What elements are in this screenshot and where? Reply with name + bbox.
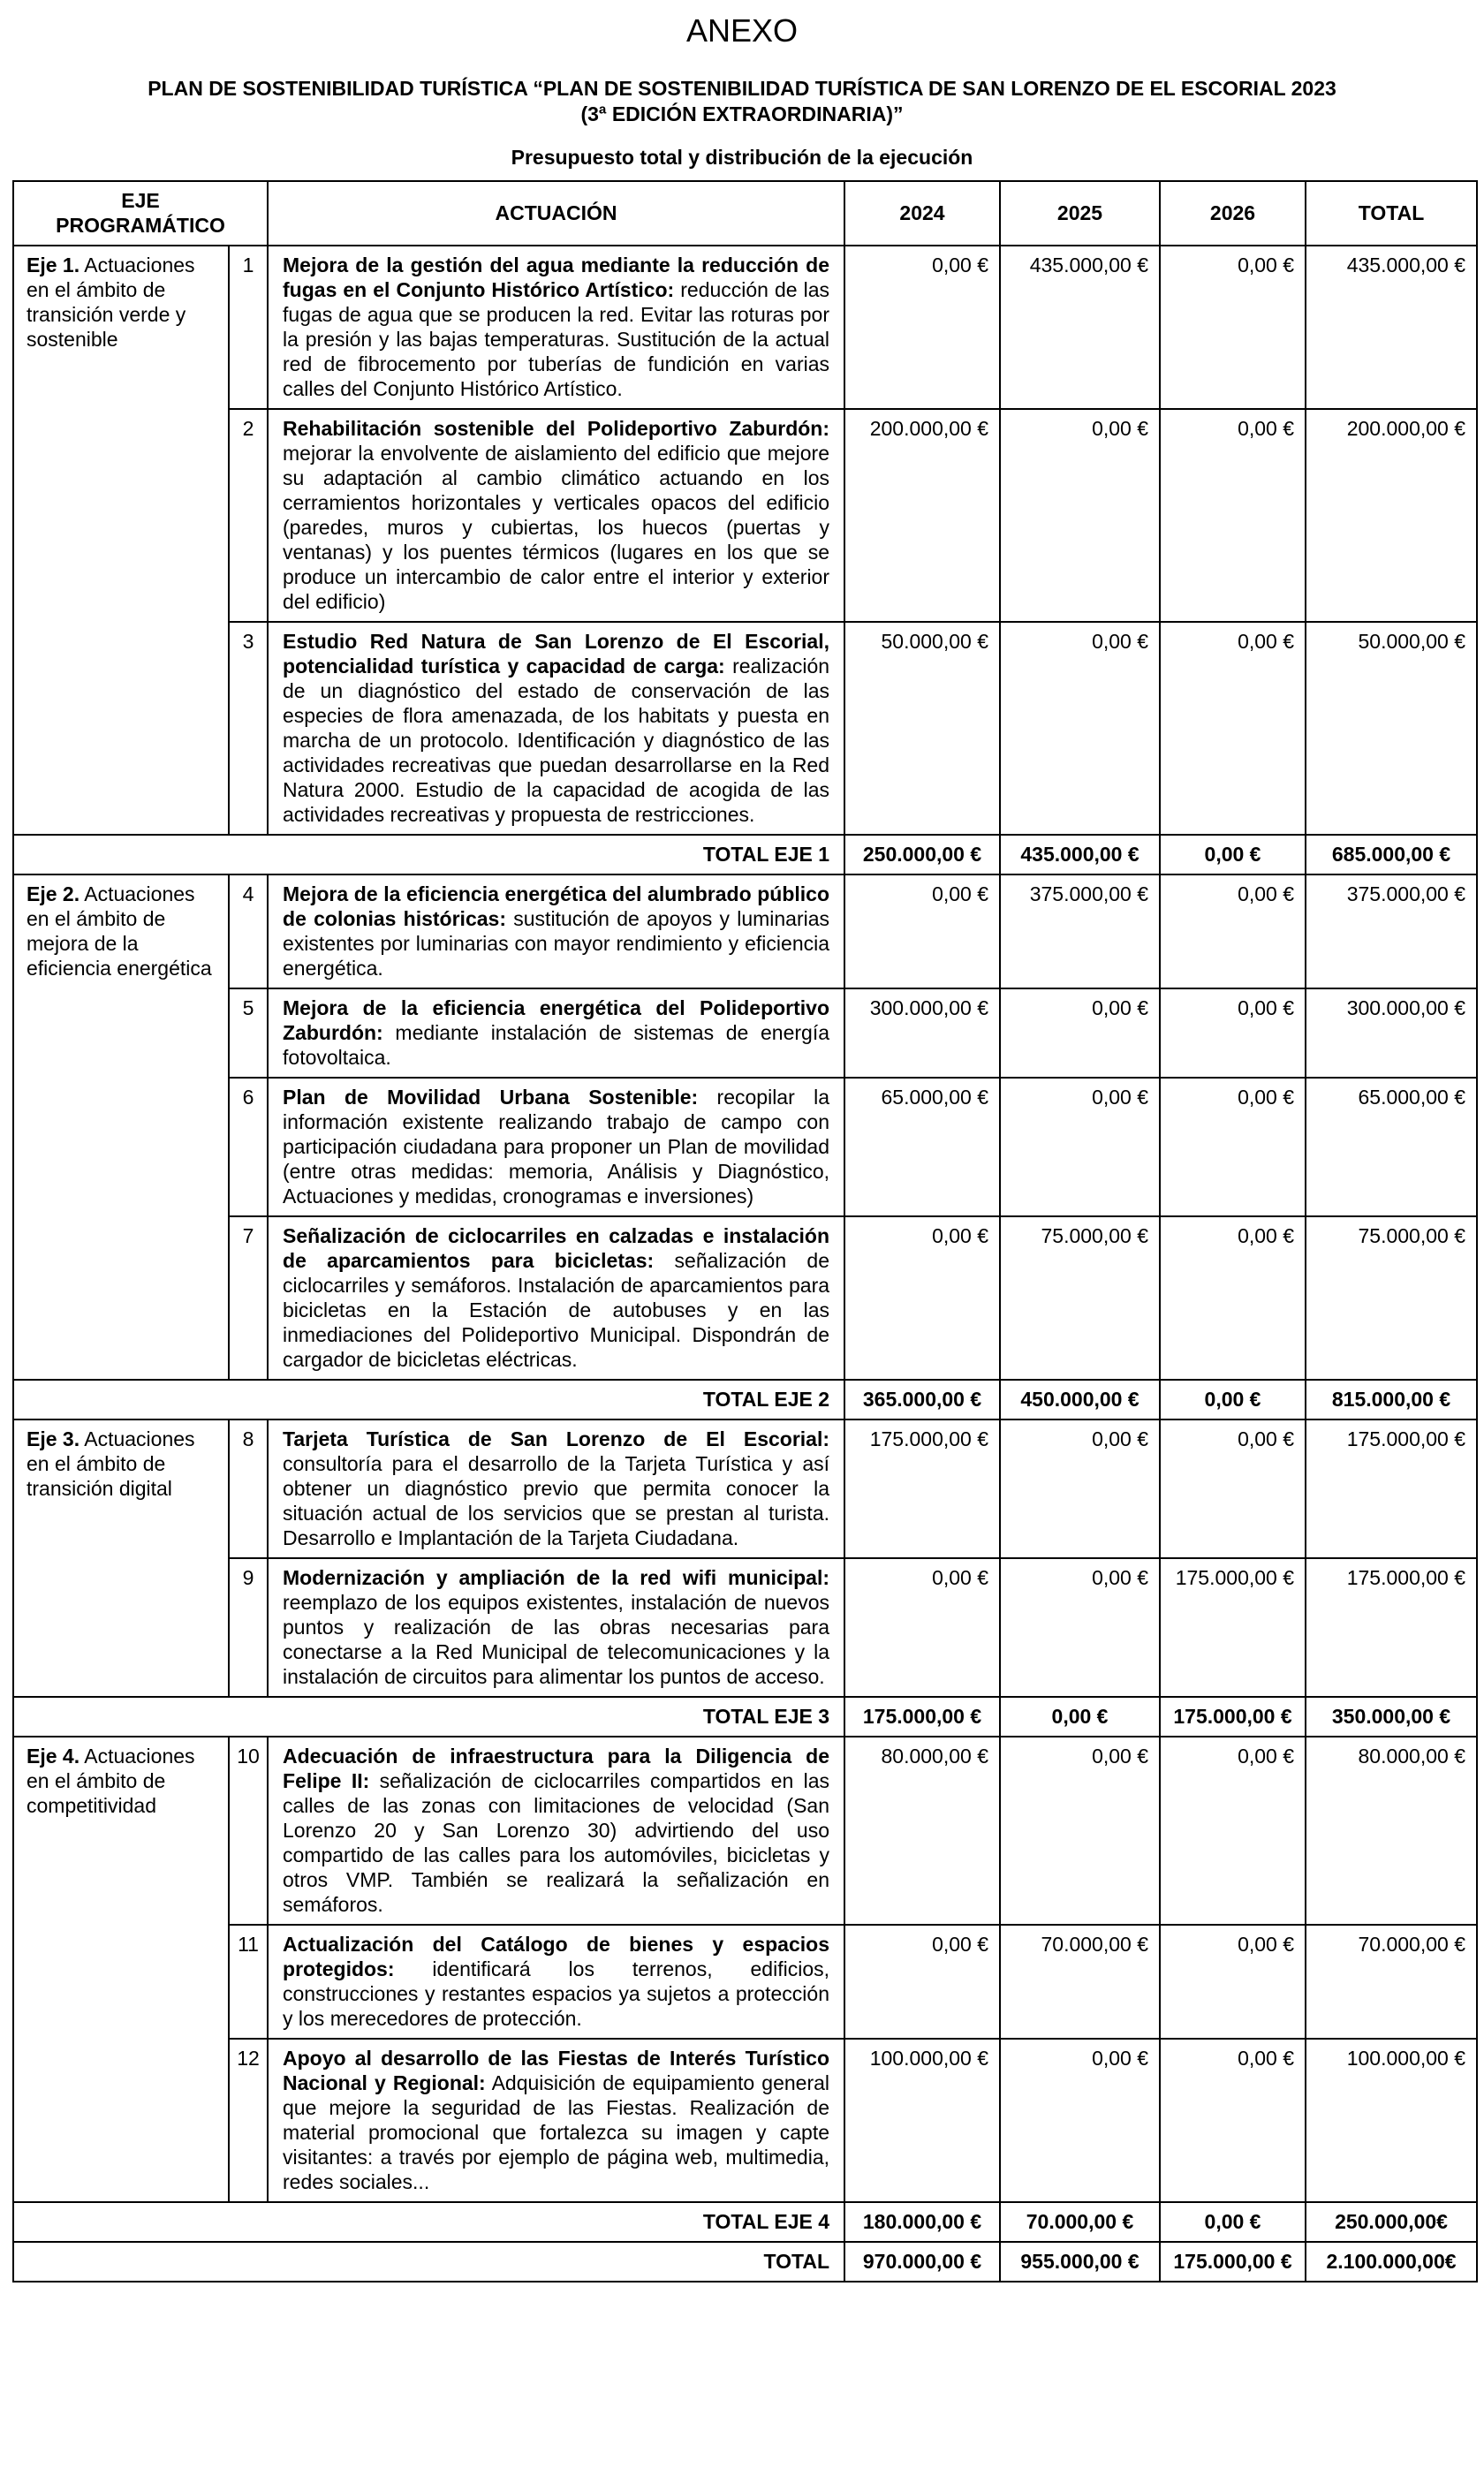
amount-2024: 300.000,00 €	[844, 988, 1000, 1078]
subtotal-row	[13, 1697, 1477, 1737]
subtotal-2025: 435.000,00 €	[1000, 835, 1160, 874]
actuacion-text: reducción de las fugas de agua que se producen la red. Evitar las roturas por la presión y las bajas temperaturas. Sustitución de la actual red de fibrocemento por tuberías de fundición en varias calles del Conjunto Histórico Artístico.	[283, 278, 830, 400]
eje-1-cell	[13, 246, 229, 835]
actuacion-cell	[268, 409, 844, 622]
actuacion-row	[13, 246, 1477, 409]
table-caption: Presupuesto total y distribución de la ejecución	[511, 146, 973, 169]
amount-2025: 0,00 €	[1000, 1737, 1160, 1925]
actuacion-number: 6	[229, 1078, 268, 1216]
actuacion-row	[13, 988, 1477, 1078]
amount-2024: 100.000,00 €	[844, 2039, 1000, 2202]
eje-description: Actuaciones en el ámbito de competitividad	[26, 1745, 195, 1817]
actuacion-title: Actualización del Catálogo de bienes y espacios protegidos:	[283, 1933, 830, 1980]
actuacion-number: 3	[229, 622, 268, 835]
actuacion-row	[13, 1078, 1477, 1216]
actuacion-cell	[268, 2039, 844, 2202]
actuacion-text: sustitución de apoyos y luminarias existentes por luminarias con mayor rendimiento y eficiencia energética.	[283, 907, 830, 980]
amount-2025: 0,00 €	[1000, 409, 1160, 622]
subtotal-label: TOTAL EJE 1	[13, 835, 844, 874]
subtotal-2024: 365.000,00 €	[844, 1380, 1000, 1419]
subtitle-line-1: PLAN DE SOSTENIBILIDAD TURÍSTICA “PLAN DE SOSTENIBILIDAD TURÍSTICA DE SAN LORENZO DE EL ESCORIAL 2023	[148, 77, 1336, 100]
subtotal-row	[13, 2202, 1477, 2242]
actuacion-cell	[268, 1925, 844, 2039]
actuacion-number: 11	[229, 1925, 268, 2039]
amount-2026: 0,00 €	[1160, 1419, 1306, 1558]
budget-table	[12, 180, 1478, 2283]
subtotal-label: TOTAL EJE 2	[13, 1380, 844, 1419]
actuacion-text: señalización de ciclocarriles y semáforos. Instalación de aparcamientos para bicicletas en la Estación de autobuses y en las inmediaciones del Polideportivo Municipal. Dispondrán de cargador de bicicletas eléctricas.	[283, 1249, 830, 1371]
grand-total-2026: 175.000,00 €	[1160, 2242, 1306, 2282]
subtotal-2026: 0,00 €	[1160, 2202, 1306, 2242]
amount-2025: 0,00 €	[1000, 1419, 1160, 1558]
actuacion-text: señalización de ciclocarriles compartidos en las calles de las zonas con limitaciones de velocidad (San Lorenzo 20 y San Lorenzo 30) advirtiendo del uso compartido de las calles para los automóviles, bicicletas y otros VMP. También se realizará la señalización en semáforos.	[283, 1769, 830, 1916]
actuacion-text: mediante instalación de sistemas de energía fotovoltaica.	[283, 1021, 830, 1069]
eje-label: Eje 2.	[26, 882, 80, 905]
actuacion-title: Mejora de la eficiencia energética del Polideportivo Zaburdón:	[283, 996, 830, 1044]
subtotal-2026: 0,00 €	[1160, 1380, 1306, 1419]
actuacion-number: 1	[229, 246, 268, 409]
subtotal-2026: 175.000,00 €	[1160, 1697, 1306, 1737]
amount-2025: 75.000,00 €	[1000, 1216, 1160, 1380]
actuacion-row	[13, 409, 1477, 622]
amount-2024: 80.000,00 €	[844, 1737, 1000, 1925]
amount-2024: 50.000,00 €	[844, 622, 1000, 835]
eje-4-cell	[13, 1737, 229, 2202]
eje-label: Eje 1.	[26, 254, 80, 276]
grand-total-2025: 955.000,00 €	[1000, 2242, 1160, 2282]
eje-2-cell	[13, 874, 229, 1380]
header-2026: 2026	[1160, 181, 1306, 246]
amount-total: 70.000,00 €	[1306, 1925, 1477, 2039]
grand-total-total: 2.100.000,00€	[1306, 2242, 1477, 2282]
amount-2025: 70.000,00 €	[1000, 1925, 1160, 2039]
eje-3-cell	[13, 1419, 229, 1697]
actuacion-row	[13, 1419, 1477, 1558]
actuacion-title: Rehabilitación sostenible del Polideportivo Zaburdón:	[283, 417, 830, 440]
amount-2024: 0,00 €	[844, 1216, 1000, 1380]
amount-total: 200.000,00 €	[1306, 409, 1477, 622]
actuacion-text: Adquisición de equipamiento general que mejore la seguridad de las Fiestas. Realización de material promocional que fortalezca su imagen y capte visitantes: a través por ejemplo de página web, multimedia, redes sociales...	[283, 2071, 830, 2193]
amount-2026: 0,00 €	[1160, 1925, 1306, 2039]
amount-2026: 0,00 €	[1160, 1216, 1306, 1380]
actuacion-row	[13, 1925, 1477, 2039]
subtotal-row	[13, 1380, 1477, 1419]
eje-description: Actuaciones en el ámbito de transición digital	[26, 1427, 195, 1500]
actuacion-number: 10	[229, 1737, 268, 1925]
amount-2024: 65.000,00 €	[844, 1078, 1000, 1216]
actuacion-row	[13, 1216, 1477, 1380]
header-eje-programatico	[13, 181, 268, 246]
actuacion-number: 2	[229, 409, 268, 622]
amount-total: 80.000,00 €	[1306, 1737, 1477, 1925]
amount-total: 100.000,00 €	[1306, 2039, 1477, 2202]
actuacion-cell	[268, 622, 844, 835]
amount-total: 175.000,00 €	[1306, 1419, 1477, 1558]
actuacion-title: Mejora de la gestión del agua mediante la reducción de fugas en el Conjunto Histórico Artístico:	[283, 254, 830, 301]
actuacion-title: Mejora de la eficiencia energética del alumbrado público de colonias históricas:	[283, 882, 830, 930]
subtotal-2024: 180.000,00 €	[844, 2202, 1000, 2242]
amount-total: 175.000,00 €	[1306, 1558, 1477, 1697]
actuacion-text: reemplazo de los equipos existentes, instalación de nuevos puntos y realización de las obras necesarias para conectarse a la Red Municipal de telecomunicaciones y la instalación de circuitos para alimentar los puntos de acceso.	[283, 1591, 830, 1688]
amount-2025: 0,00 €	[1000, 622, 1160, 835]
actuacion-text: mejorar la envolvente de aislamiento del edificio que mejore su adaptación al cambio climático actuando en los cerramientos horizontales y verticales opacos del edificio (paredes, muros y cubiertas, los huecos (puertas y ventanas) y los puentes térmicos (lugares en los que se produce un intercambio de calor entre el interior y exterior del edificio)	[283, 442, 830, 613]
actuacion-cell	[268, 1737, 844, 1925]
amount-2026: 0,00 €	[1160, 1737, 1306, 1925]
actuacion-number: 7	[229, 1216, 268, 1380]
amount-2025: 0,00 €	[1000, 1558, 1160, 1697]
subtotal-label: TOTAL EJE 3	[13, 1697, 844, 1737]
actuacion-row	[13, 1558, 1477, 1697]
subtotal-row	[13, 835, 1477, 874]
amount-2024: 175.000,00 €	[844, 1419, 1000, 1558]
actuacion-cell	[268, 1558, 844, 1697]
actuacion-title: Adecuación de infraestructura para la Diligencia de Felipe II:	[283, 1745, 830, 1792]
header-actuacion: ACTUACIÓN	[268, 181, 844, 246]
actuacion-title: Plan de Movilidad Urbana Sostenible:	[283, 1086, 699, 1109]
amount-2025: 0,00 €	[1000, 988, 1160, 1078]
eje-label: Eje 3.	[26, 1427, 80, 1450]
subtotal-2024: 250.000,00 €	[844, 835, 1000, 874]
actuacion-text: consultoría para el desarrollo de la Tarjeta Turística y así obtener un diagnóstico previo que permita conocer la situación actual de los servicios que se prestan al turista. Desarrollo e Implantación de la Tarjeta Ciudadana.	[283, 1452, 830, 1549]
amount-2024: 200.000,00 €	[844, 409, 1000, 622]
eje-label: Eje 4.	[26, 1745, 80, 1768]
header-eje-line-1: EJE	[121, 189, 160, 212]
header-total: TOTAL	[1306, 181, 1477, 246]
subtotal-2026: 0,00 €	[1160, 835, 1306, 874]
actuacion-title: Estudio Red Natura de San Lorenzo de El Escorial, potencialidad turística y capacidad de carga:	[283, 630, 830, 678]
amount-total: 65.000,00 €	[1306, 1078, 1477, 1216]
subtotal-total: 815.000,00 €	[1306, 1380, 1477, 1419]
grand-total-2024: 970.000,00 €	[844, 2242, 1000, 2282]
header-2025: 2025	[1000, 181, 1160, 246]
subtotal-2025: 0,00 €	[1000, 1697, 1160, 1737]
header-row	[13, 181, 1477, 246]
subtotal-2025: 450.000,00 €	[1000, 1380, 1160, 1419]
amount-2026: 0,00 €	[1160, 1078, 1306, 1216]
actuacion-row	[13, 2039, 1477, 2202]
subtitle-line-2: (3ª EDICIÓN EXTRAORDINARIA)”	[580, 102, 904, 125]
eje-description: Actuaciones en el ámbito de transición verde y sostenible	[26, 254, 195, 351]
amount-2026: 0,00 €	[1160, 246, 1306, 409]
actuacion-cell	[268, 1216, 844, 1380]
amount-2024: 0,00 €	[844, 874, 1000, 988]
amount-2026: 175.000,00 €	[1160, 1558, 1306, 1697]
amount-2026: 0,00 €	[1160, 874, 1306, 988]
amount-2025: 0,00 €	[1000, 2039, 1160, 2202]
actuacion-number: 8	[229, 1419, 268, 1558]
header-eje-line-2: PROGRAMÁTICO	[56, 214, 225, 237]
actuacion-cell	[268, 1078, 844, 1216]
amount-total: 300.000,00 €	[1306, 988, 1477, 1078]
document-subtitle	[0, 76, 1484, 127]
actuacion-cell	[268, 874, 844, 988]
amount-total: 75.000,00 €	[1306, 1216, 1477, 1380]
amount-2025: 0,00 €	[1000, 1078, 1160, 1216]
subtotal-2024: 175.000,00 €	[844, 1697, 1000, 1737]
amount-2025: 375.000,00 €	[1000, 874, 1160, 988]
grand-total-label: TOTAL	[13, 2242, 844, 2282]
subtotal-label: TOTAL EJE 4	[13, 2202, 844, 2242]
amount-total: 50.000,00 €	[1306, 622, 1477, 835]
amount-2024: 0,00 €	[844, 246, 1000, 409]
amount-2026: 0,00 €	[1160, 622, 1306, 835]
header-2024: 2024	[844, 181, 1000, 246]
actuacion-text: identificará los terrenos, edificios, construcciones y restantes espacios ya sujetos a protección y los merecedores de protección.	[283, 1957, 830, 2030]
subtotal-2025: 70.000,00 €	[1000, 2202, 1160, 2242]
actuacion-row	[13, 874, 1477, 988]
amount-2025: 435.000,00 €	[1000, 246, 1160, 409]
actuacion-row	[13, 622, 1477, 835]
actuacion-title: Tarjeta Turística de San Lorenzo de El Escorial:	[283, 1427, 830, 1450]
actuacion-text: realización de un diagnóstico del estado de conservación de las especies de flora amenazada, de los habitats y puesta en marcha de un protocolo. Identificación y diagnóstico de las actividades recreativas que puedan desarrollarse en la Red Natura 2000. Estudio de la capacidad de acogida de las actividades recreativas y propuesta de restricciones.	[283, 655, 830, 826]
actuacion-text: recopilar la información existente realizando trabajo de campo con participación ciudadana para proponer un Plan de movilidad (entre otras medidas: memoria, Análisis y Diagnóstico, Actuaciones y medidas, cronogramas e inversiones)	[283, 1086, 830, 1208]
document-title: ANEXO	[685, 12, 799, 49]
amount-2024: 0,00 €	[844, 1925, 1000, 2039]
actuacion-title: Apoyo al desarrollo de las Fiestas de Interés Turístico Nacional y Regional:	[283, 2047, 830, 2094]
subtotal-total: 685.000,00 €	[1306, 835, 1477, 874]
amount-2026: 0,00 €	[1160, 409, 1306, 622]
amount-total: 375.000,00 €	[1306, 874, 1477, 988]
actuacion-number: 4	[229, 874, 268, 988]
amount-2024: 0,00 €	[844, 1558, 1000, 1697]
grand-total-row	[13, 2242, 1477, 2282]
eje-description: Actuaciones en el ámbito de mejora de la eficiencia energética	[26, 882, 212, 980]
actuacion-number: 9	[229, 1558, 268, 1697]
actuacion-title: Modernización y ampliación de la red wifi municipal:	[283, 1566, 830, 1589]
actuacion-cell	[268, 988, 844, 1078]
amount-2026: 0,00 €	[1160, 988, 1306, 1078]
actuacion-number: 5	[229, 988, 268, 1078]
actuacion-title: Señalización de ciclocarriles en calzadas e instalación de aparcamientos para bicicletas:	[283, 1224, 830, 1272]
amount-2026: 0,00 €	[1160, 2039, 1306, 2202]
actuacion-cell	[268, 1419, 844, 1558]
subtotal-total: 350.000,00 €	[1306, 1697, 1477, 1737]
actuacion-row	[13, 1737, 1477, 1925]
subtotal-total: 250.000,00€	[1306, 2202, 1477, 2242]
actuacion-cell	[268, 246, 844, 409]
amount-total: 435.000,00 €	[1306, 246, 1477, 409]
actuacion-number: 12	[229, 2039, 268, 2202]
